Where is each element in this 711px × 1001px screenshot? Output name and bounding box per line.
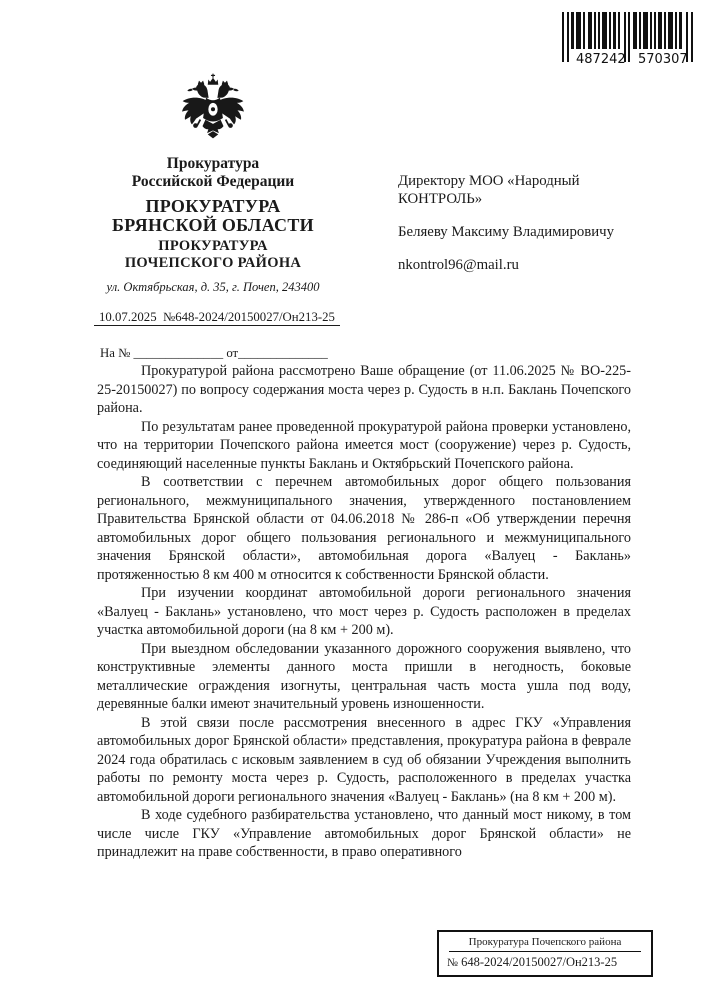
barcode-right-digits: 570307 (638, 52, 688, 66)
outgoing-number: №648-2024/20150027/Он213-25 (163, 310, 335, 324)
body-paragraph: При выездном обследовании указанного дорожного сооружения выявлено, что конструктивные элементы данного моста пришли в негодность, боковые металлические ограждения изогнуты, центральная часть моста ушла под воду, деревянные балки имеют значительный уровень изношенности. (97, 640, 631, 712)
incoming-ref-from-blank: ______________ (238, 346, 328, 360)
stamp-org-title: Прокуратура Почепского района (449, 936, 641, 952)
org-federal-line1: Прокуратура (166, 155, 260, 172)
body-paragraph: Прокуратурой района рассмотрено Ваше обращение (от 11.06.2025 № ВО-225-25-20150027) по вопросу содержания моста через р. Судость в н.п. Баклань Почепского района. (97, 363, 631, 416)
body-paragraph: В ходе судебного разбирательства установлено, что данный мост никому, в том числе числе ГКУ «Управление автомобильных дорог Брянской области» не принадлежит на праве собственности, в право оперативного (97, 807, 631, 860)
coat-of-arms-russia-icon (178, 72, 248, 150)
outgoing-ref-underline (94, 310, 340, 326)
letter-body (97, 362, 631, 862)
body-paragraph: По результатам ранее проведенной прокуратурой района проверки установлено, что на территории Почепского района имеется мост (сооружение) через р. Судость, соединяющий населенные пункты Баклань и Октябрьский Почепского района. (97, 418, 631, 472)
outgoing-ref-line (82, 310, 344, 325)
org-district-title (82, 238, 344, 271)
org-district-line2: ПОЧЕПСКОГО РАЙОНА (124, 254, 302, 271)
org-federal-line2: Российской Федерации (131, 172, 295, 190)
addressee-person: Беляеву Максиму Владимировичу (398, 224, 614, 240)
incoming-ref-prefix: На № (100, 346, 131, 360)
addressee-block (398, 172, 666, 289)
body-paragraph: В соответствии с перечнем автомобильных дорог общего пользования регионального, межмуниципального значения, утвержденного постановлением Правительства Брянской области от 04.06.2018 № 286-п «Об утверждении перечня автомобильных дорог общего пользования регионального и межмуниципального значения Брянской области», автомобильная дорога «Валуец - Баклань» протяженностью 8 км 400 м относится к собственности Брянской области. (97, 474, 631, 583)
registration-stamp (437, 930, 653, 977)
stamp-number-prefix: № (447, 957, 458, 969)
addressee-organization: Директору МОО «Народный КОНТРОЛЬ» (398, 173, 580, 207)
stamp-number: 648-2024/20150027/Он213-25 (461, 955, 618, 969)
barcode-bars (560, 12, 696, 66)
org-postal-address: ул. Октябрьская, д. 35, г. Почеп, 243400 (106, 280, 320, 294)
org-regional-line2: БРЯНСКОЙ ОБЛАСТИ (112, 215, 314, 235)
barcode (560, 12, 696, 66)
incoming-ref-blank: ______________ (133, 346, 224, 360)
org-regional-line1: ПРОКУРАТУРА (145, 196, 281, 216)
incoming-ref-from: от (226, 346, 239, 360)
body-paragraph: В этой связи после рассмотрения внесенного в адрес ГКУ «Управления автомобильных дорог Брянской области» представления, прокуратура района в феврале 2024 года обратилась с исковым заявлением в суд об обязании Учреждения выполнить работы по ремонту моста через р. Судость, расположенного в пределах участка автомобильной дороги регионального значения «Валуец - Баклань» (на 8 км + 200 м). (97, 714, 631, 805)
addressee-email: nkontrol96@mail.ru (398, 257, 519, 273)
stamp-number-row (439, 952, 651, 970)
letterhead (82, 72, 344, 361)
org-district-line1: ПРОКУРАТУРА (158, 238, 268, 254)
incoming-ref-line (82, 346, 344, 361)
body-paragraph: При изучении координат автомобильной дороги регионального значения «Валуец - Баклань» установлено, что мост через р. Судость расположен в пределах участка автомобильной дороги (на 8 км + 200 м). (97, 585, 631, 638)
org-regional-title (82, 197, 344, 235)
org-federal-title (82, 155, 344, 190)
outgoing-date: 10.07.2025 (99, 310, 157, 324)
barcode-left-digits: 487242 (576, 52, 626, 66)
